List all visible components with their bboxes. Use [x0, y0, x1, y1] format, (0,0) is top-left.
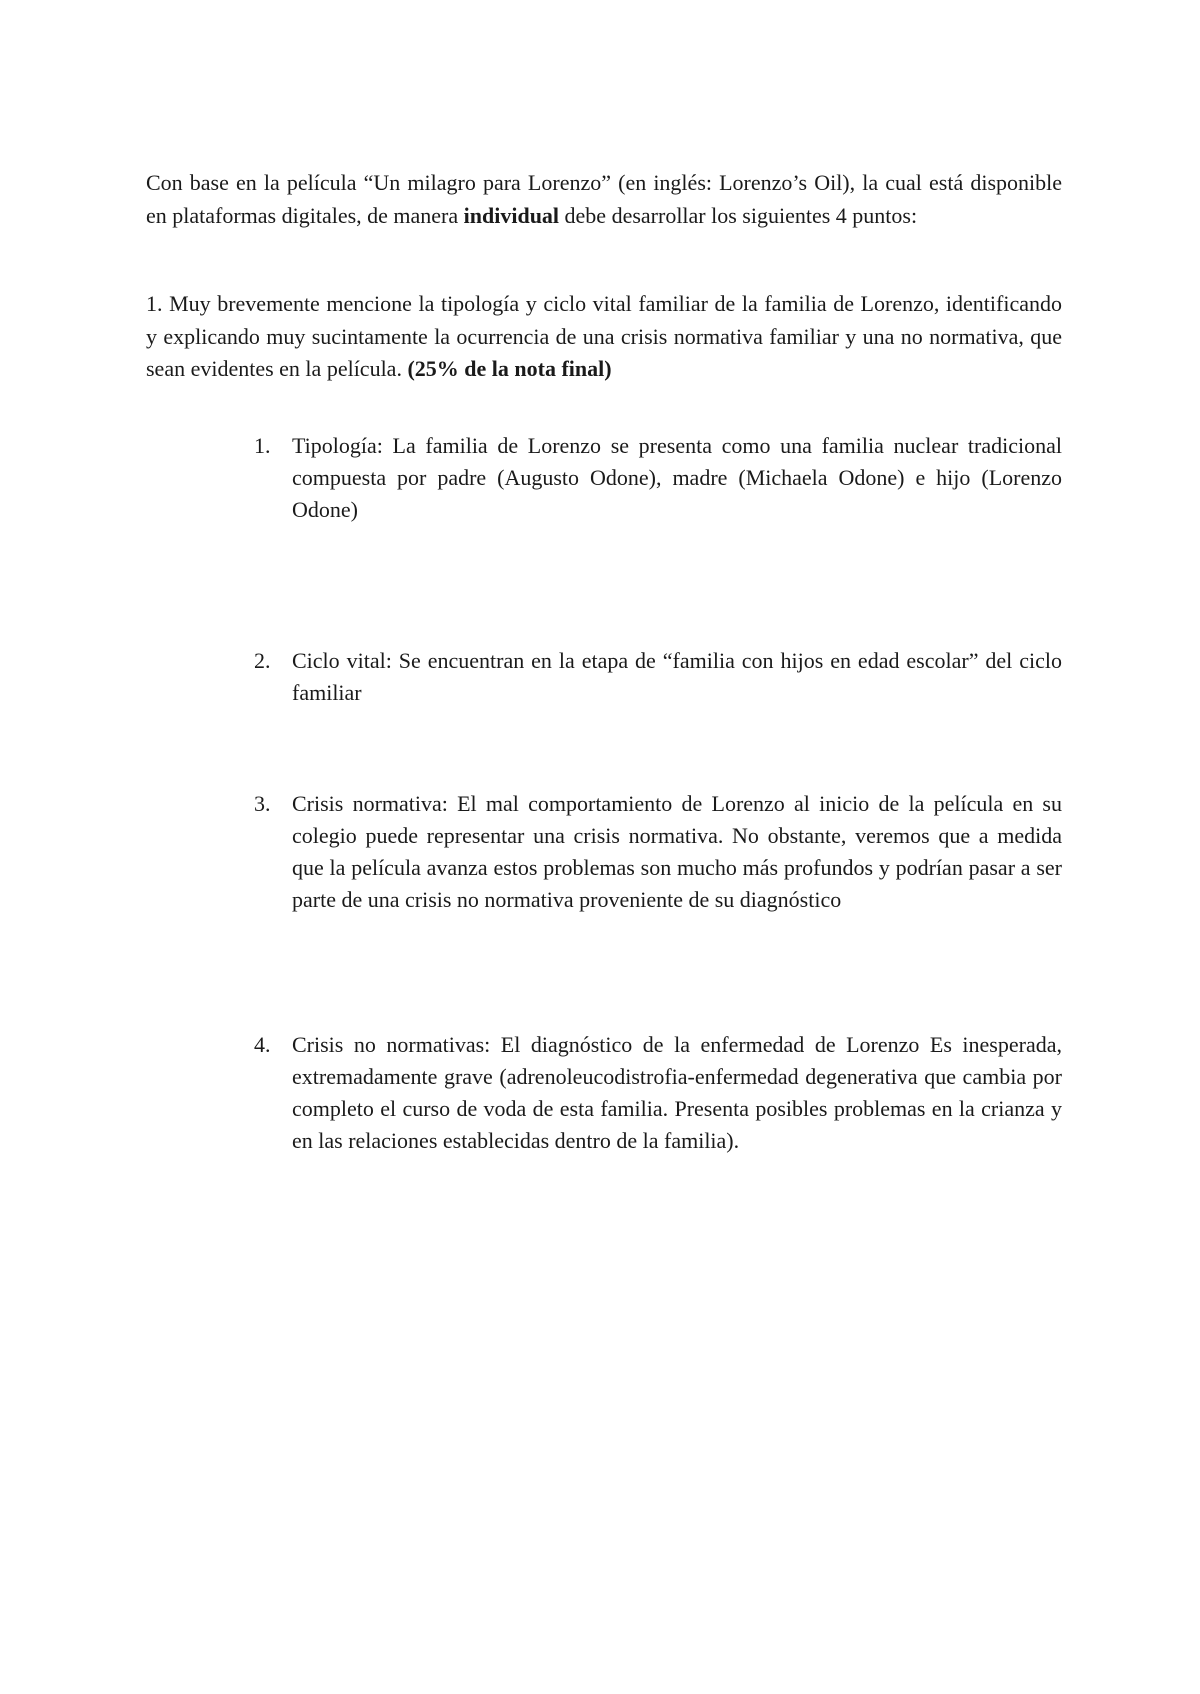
answer-item-crisis-no-normativas: [254, 1029, 1062, 1157]
question-text: 1. Muy brevemente mencione la tipología y ciclo vital familiar de la familia de Lorenzo, identificando y explicando muy sucintamente la ocurrencia de una crisis normativa familiar y una no normativa, que sean evidentes en la película.: [146, 291, 1062, 381]
answer-text: Tipología: La familia de Lorenzo se presenta como una familia nuclear tradicional compuesta por padre (Augusto Odone), madre (Michaela Odone) e hijo (Lorenzo Odone): [292, 433, 1062, 522]
answer-text: Crisis normativa: El mal comportamiento de Lorenzo al inicio de la película en su colegio puede representar una crisis normativa. No obstante, veremos que a medida que la película avanza estos problemas son mucho más profundos y podrían pasar a ser parte de una crisis no normativa proveniente de su diagnóstico: [292, 791, 1062, 912]
answer-number: 4.: [254, 1032, 271, 1057]
intro-text-start: Con base en la película “Un milagro para Lorenzo” (en inglés: Lorenzo’s Oil), la cual está disponible en plataformas digitales, de manera: [146, 170, 1062, 228]
answer-item-tipologia: [254, 430, 1062, 526]
answer-text: Ciclo vital: Se encuentran en la etapa de “familia con hijos en edad escolar” del ciclo familiar: [292, 648, 1062, 705]
intro-text-end: debe desarrollar los siguientes 4 puntos:: [559, 202, 918, 228]
answer-item-ciclo-vital: [254, 645, 1062, 709]
answer-number: 1.: [254, 433, 271, 458]
intro-bold-word: individual: [463, 202, 560, 228]
answer-number: 2.: [254, 648, 271, 673]
answer-item-crisis-normativa: [254, 788, 1062, 916]
answer-number: 3.: [254, 791, 271, 816]
intro-paragraph: [146, 167, 1062, 232]
question-paragraph: [146, 288, 1062, 386]
answer-text: Crisis no normativas: El diagnóstico de la enfermedad de Lorenzo Es inesperada, extremadamente grave (adrenoleucodistrofia-enfermedad degenerativa que cambia por completo el curso de voda de esta familia. Presenta posibles problemas en la crianza y en las relaciones establecidas dentro de la familia).: [292, 1032, 1062, 1153]
question-weight: (25% de la nota final): [407, 356, 612, 381]
